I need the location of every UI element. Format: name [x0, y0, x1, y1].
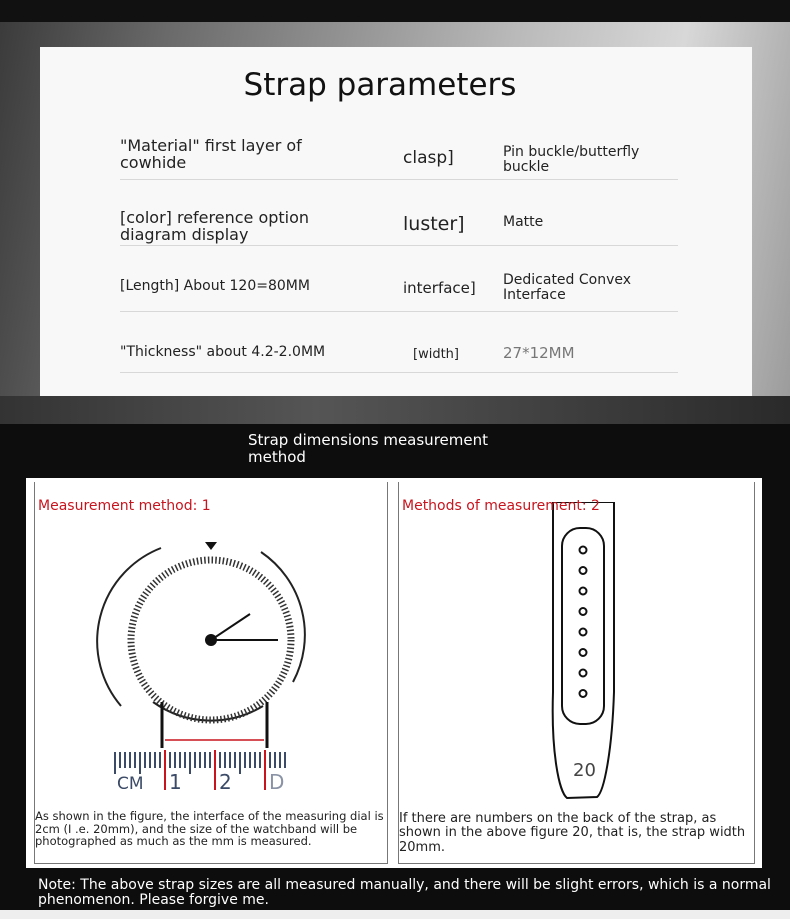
param-row [120, 180, 678, 246]
ruler-label-cm: CM [117, 774, 144, 794]
strap-hole [580, 547, 587, 554]
strap-hole [580, 608, 587, 615]
method-2-heading: Methods of measurement: 2 [402, 498, 600, 514]
param-value: Pin buckle/butterfly buckle [503, 144, 640, 175]
ruler-label-1: 1 [169, 770, 182, 794]
param-value: Dedicated Convex Interface [503, 272, 632, 303]
measurement-section-title: Strap dimensions measurement method [248, 431, 488, 466]
param-key: luster] [403, 213, 465, 235]
strap-hole [580, 629, 587, 636]
strap-parameters-card [40, 47, 752, 396]
parameters-title: Strap parameters [243, 67, 517, 103]
param-key: interface] [403, 279, 476, 297]
method-2-description: If there are numbers on the back of the strap, as shown in the above figure 20, that is, the strap width 20mm. [399, 811, 746, 855]
strap-hole [580, 588, 587, 595]
measurement-panel [26, 478, 762, 868]
param-label: "Material" first layer of cowhide [120, 136, 302, 172]
ruler-label-3: D [269, 770, 285, 794]
param-key: [width] [413, 347, 459, 362]
method-1-description: As shown in the figure, the interface of the measuring dial is 2cm (I .e. 20mm), and the size of the watchband will be photographed as much as the mm is measured. [35, 809, 384, 849]
strap-number: 20 [573, 760, 596, 781]
strap-hole [580, 690, 587, 697]
param-row [120, 114, 678, 180]
watch-dial-diagram [35, 522, 389, 842]
measurement-note: Note: The above strap sizes are all measured manually, and there will be slight errors, which is a normal phenomenon. Please forgive me. [38, 877, 771, 909]
param-label: "Thickness" about 4.2-2.0MM [120, 344, 326, 360]
ruler-label-2: 2 [219, 770, 232, 794]
param-key: clasp] [403, 148, 454, 168]
method-1-box [34, 482, 388, 864]
param-row [120, 312, 678, 373]
strap-hole [580, 670, 587, 677]
strap-hole [580, 567, 587, 574]
param-value: 27*12MM [503, 344, 575, 362]
method-2-box [398, 482, 755, 864]
strap-hole [580, 649, 587, 656]
param-label: [Length] About 120=80MM [120, 278, 310, 294]
strap-diagram [399, 502, 756, 802]
param-label: [color] reference option diagram display [120, 208, 310, 244]
header-photo-background [0, 0, 790, 424]
param-row [120, 246, 678, 312]
method-1-heading: Measurement method: 1 [38, 498, 211, 514]
param-value: Matte [503, 214, 544, 230]
